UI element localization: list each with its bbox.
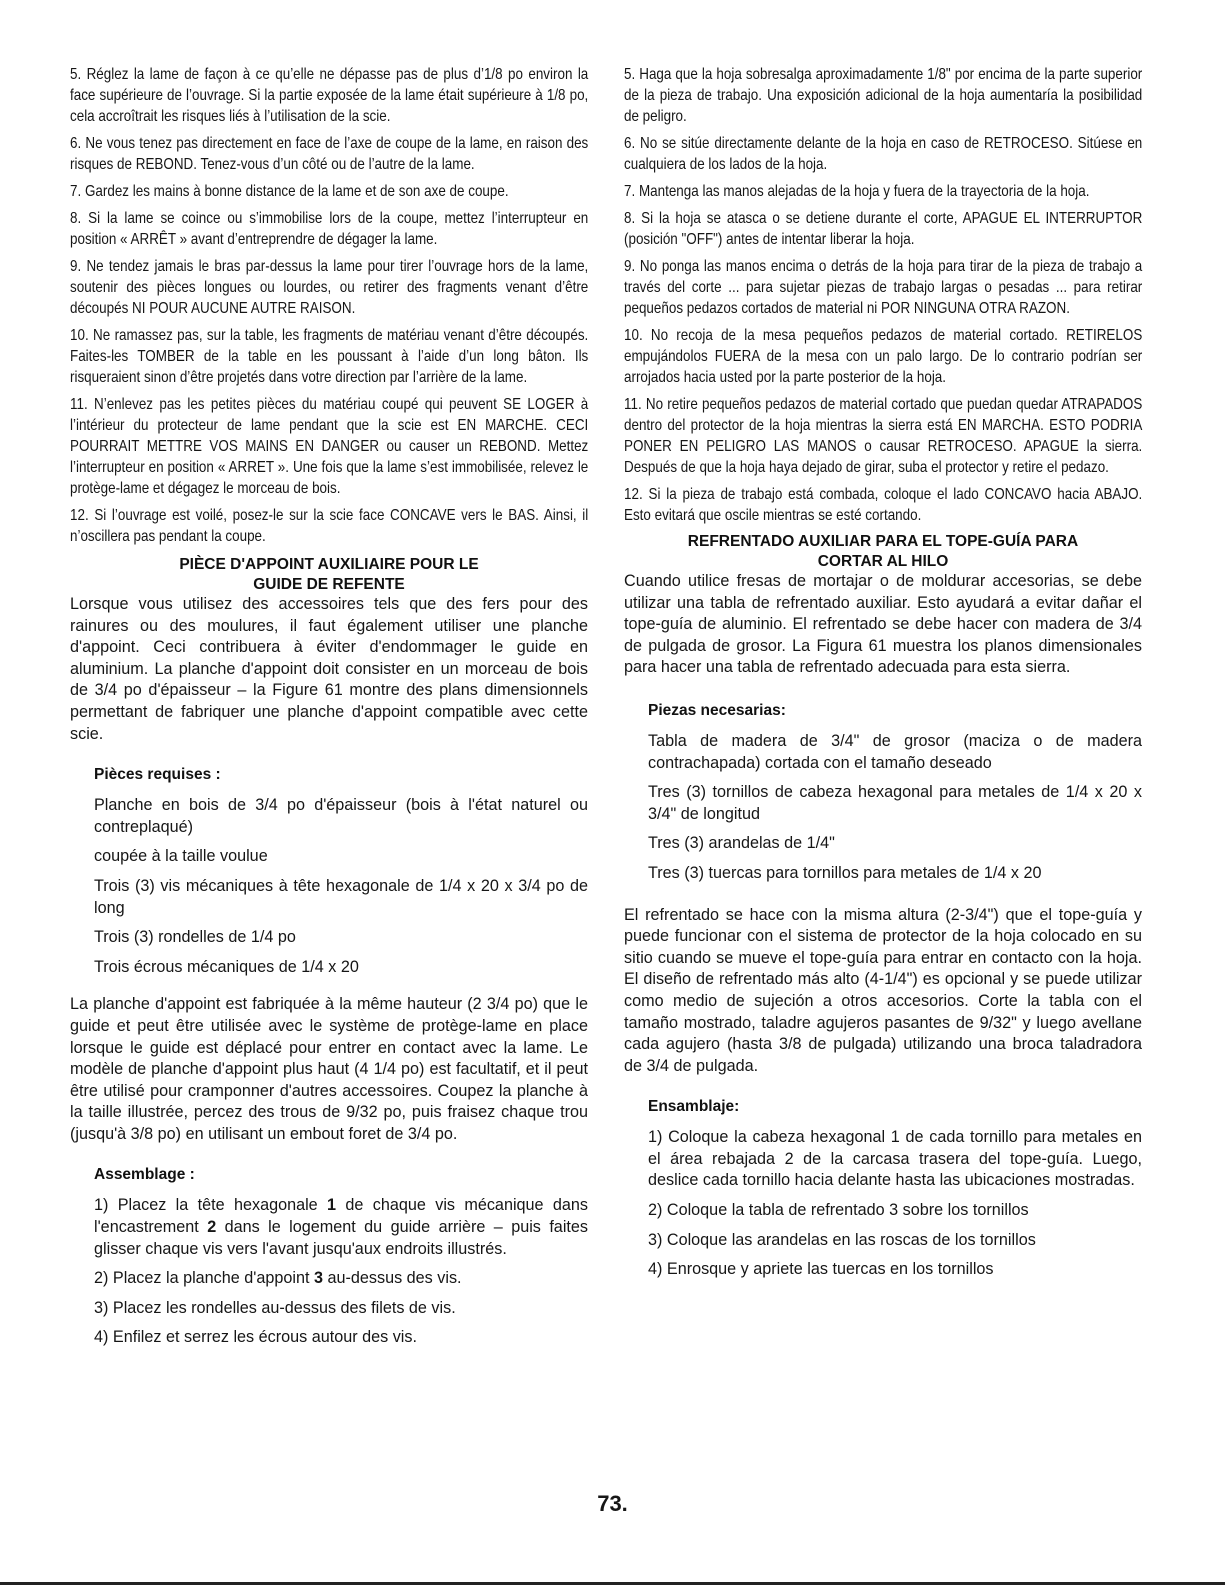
assembly-step: 3) Coloque las arandelas en las roscas de los tornillos bbox=[648, 1230, 1036, 1249]
safety-item: 5. Haga que la hoja sobresalga aproximadamente 1/8" por encima de la parte superior de la pieza de trabajo. Una exposición adicional de la hoja aumentaría la posibilidad de peligro. bbox=[624, 66, 1143, 125]
parts-item: Trois (3) rondelles de 1/4 po bbox=[94, 928, 296, 947]
assembly-step: 2) Placez la planche d'appoint 3 au-dessus des vis. bbox=[94, 1269, 462, 1288]
page-number: 73. bbox=[597, 1491, 628, 1516]
callout-number: 2 bbox=[207, 1218, 217, 1237]
assembly-heading: Ensamblaje: bbox=[648, 1098, 740, 1116]
parts-item: Tres (3) arandelas de 1/4" bbox=[648, 834, 835, 853]
safety-item: 9. No ponga las manos encima o detrás de la hoja para tirar de la pieza de trabajo a través del corte ... para sujetar piezas de trabajo largas o pesadas ... para retirar pequeños pedazos cortados de material ni POR NINGUNA OTRA RAZON. bbox=[624, 258, 1143, 317]
safety-item: 12. Si l’ouvrage est voilé, posez-le sur la scie face CONCAVE vers le BAS. Ainsi, il n’oscillera pas pendant la coupe. bbox=[70, 507, 589, 545]
heading-line: GUIDE DE REFENTE bbox=[253, 575, 405, 593]
safety-item: 6. Ne vous tenez pas directement en face de l’axe de coupe de la lame, en raison des risques de REBOND. Tenez-vous d’un côté ou de l’autre de la lame. bbox=[70, 135, 589, 173]
parts-item: Trois (3) vis mécaniques à tête hexagonale de 1/4 x 20 x 3/4 po de long bbox=[94, 876, 588, 917]
safety-item: 8. Si la hoja se atasca o se detiene durante el corte, APAGUE EL INTERRUPTOR (posición "OFF") antes de intentar liberar la hoja. bbox=[624, 210, 1143, 248]
heading-line: REFRENTADO AUXILIAR PARA EL TOPE-GUÍA PARA bbox=[687, 533, 1079, 550]
body-paragraph: El refrentado se hace con la misma altura (2-3/4") que el tope-guía y puede funcionar con el sistema de protector de la hoja colocado en su sitio cuando se mueve el tope-guía para entrar en contacto con la hoja. El diseño de refrentado más alto (4-1/4") es opcional y se puede utilizar como medio de sujeción a otros accesorios. Corte la tabla con el tamaño mostrado, taladre agujeros pasantes de 9/32" y luego avellane cada agujero (hasta 3/8 de pulgada) utilizando una broca taladradora de 3/4 de pulgada. bbox=[624, 905, 1142, 1075]
french-column bbox=[70, 64, 588, 1357]
safety-list bbox=[70, 64, 588, 547]
safety-item: 8. Si la lame se coince ou s’immobilise lors de la coupe, mettez l’interrupteur en position « ARRÊT » avant d’entreprendre de dégager la lame. bbox=[70, 210, 589, 248]
callout-number: 3 bbox=[313, 1269, 323, 1288]
parts-item: Trois écrous mécaniques de 1/4 x 20 bbox=[94, 957, 359, 976]
safety-item: 7. Gardez les mains à bonne distance de la lame et de son axe de coupe. bbox=[70, 183, 509, 200]
parts-item: Planche en bois de 3/4 po d'épaisseur (bois à l'état naturel ou contreplaqué) bbox=[94, 796, 588, 836]
heading-line: CORTAR AL HILO bbox=[817, 552, 949, 570]
callout-number: 1 bbox=[327, 1196, 337, 1215]
assembly-step: 4) Enfilez et serrez les écrous autour des vis. bbox=[94, 1328, 417, 1347]
assembly-steps bbox=[70, 1195, 588, 1349]
parts-item: coupée à la taille voulue bbox=[94, 847, 268, 866]
assembly-step: 4) Enrosque y apriete las tuercas en los tornillos bbox=[648, 1260, 994, 1279]
section-heading bbox=[624, 532, 1142, 571]
parts-item: Tres (3) tuercas para tornillos para metales de 1/4 x 20 bbox=[648, 863, 1042, 882]
safety-item: 10. No recoja de la mesa pequeños pedazos de material cortado. RETIRELOS empujándolos FUERA de la mesa con un palo largo. De lo contrario podrían ser arrojados hacia usted por la parte posterior de la hoja. bbox=[624, 327, 1143, 386]
parts-list bbox=[624, 731, 1142, 885]
safety-item: 11. No retire pequeños pedazos de material cortado que puedan quedar ATRAPADOS dentro del protector de la hoja mientras la sierra está EN MARCHA. ESTO PODRIA PONER EN PELIGRO LAS MANOS o causar RETROCESO. APAGUE la sierra. Después de que la hoja haya dejado de girar, suba el protector y retire el pedazo. bbox=[624, 396, 1143, 476]
parts-heading: Pièces requises : bbox=[94, 766, 221, 784]
section-heading bbox=[70, 555, 588, 594]
intro-paragraph: Cuando utilice fresas de mortajar o de moldurar accesorias, se debe utilizar una tabla de refrentado auxiliar. Esto ayudará a evitar dañar el tope-guía de aluminio. El refrentado se debe hacer con madera de 3/4 de pulgada de grosor. La Figura 61 muestra los planos dimensionales para hacer una tabla de refrentado adecuada para esta sierra. bbox=[624, 572, 1142, 677]
safety-item: 11. N’enlevez pas les petites pièces du matériau coupé qui peuvent SE LOGER à l’intérieur du protecteur de lame pendant que la scie est EN MARCHE. CECI POURRAIT METTRE VOS MAINS EN DANGER ou causer un REBOND. Mettez l’interrupteur en position « ARRET ». Une fois que la lame s’est immobilisée, relevez le protège-lame et dégagez le morceau de bois. bbox=[70, 396, 589, 497]
body-paragraph: La planche d'appoint est fabriquée à la même hauteur (2 3/4 po) que le guide et peut être utilisée avec le système de protège-lame en place lorsque le guide est déplacé pour entrer en contact avec la lame. Le modèle de planche d'appoint plus haut (4 1/4 po) est facultatif, et il peut être utilisé pour cramponner d'autres accessoires. Coupez la planche à la taille illustrée, percez des trous de 9/32 po, puis fraisez chaque trou (jusqu'à 3/8 po) en utilisant un embout foret de 3/4 po. bbox=[70, 995, 588, 1143]
assembly-step: 2) Coloque la tabla de refrentado 3 sobre los tornillos bbox=[648, 1201, 1029, 1220]
safety-item: 6. No se sitúe directamente delante de la hoja en caso de RETROCESO. Sitúese en cualquiera de los lados de la hoja. bbox=[624, 135, 1143, 173]
parts-item: Tabla de madera de 3/4" de grosor (maciza o de madera contrachapada) cortada con el tamaño deseado bbox=[648, 731, 1142, 772]
assembly-step: 3) Placez les rondelles au-dessus des filets de vis. bbox=[94, 1298, 456, 1317]
assembly-step: 1) Coloque la cabeza hexagonal 1 de cada tornillo para metales en el área rebajada 2 de la carcasa trasera del tope-guía. Luego, deslice cada tornillo hacia delante hasta las ubicaciones mostradas. bbox=[648, 1128, 1142, 1190]
parts-heading: Piezas necesarias: bbox=[648, 701, 786, 719]
parts-item: Tres (3) tornillos de cabeza hexagonal para metales de 1/4 x 20 x 3/4" de longitud bbox=[648, 783, 1142, 823]
assembly-step: 1) Placez la tête hexagonale 1 de chaque vis mécanique dans l'encastrement 2 dans le logement du guide arrière – puis faites glisser chaque vis vers l'avant jusqu'aux endroits illustrés. bbox=[94, 1196, 589, 1258]
assembly-steps bbox=[624, 1127, 1142, 1281]
safety-item: 5. Réglez la lame de façon à ce qu’elle ne dépasse pas de plus d’1/8 po environ la face supérieure de l’ouvrage. Si la partie exposée de la lame était supérieure à 1/8 po, cela accroîtrait les risques liés à l’utilisation de la scie. bbox=[70, 66, 589, 125]
intro-paragraph: Lorsque vous utilisez des accessoires tels que des fers pour des rainures ou des moulures, il faut également utiliser une planche d'appoint. Ceci contribuera à éviter d'endommager le guide en aluminium. La planche d'appoint doit consister en un morceau de bois de 3/4 po d'épaisseur – la Figure 61 montre des plans dimensionnels permettant de fabriquer une planche d'appoint compatible avec cette scie. bbox=[70, 595, 588, 743]
safety-item: 7. Mantenga las manos alejadas de la hoja y fuera de la trayectoria de la hoja. bbox=[624, 183, 1090, 200]
parts-list bbox=[70, 795, 588, 978]
safety-item: 9. Ne tendez jamais le bras par-dessus la lame pour tirer l’ouvrage hors de la lame, soutenir des pièces longues ou lourdes, ou retirer des fragments venant d’être découpés NI POUR AUCUNE AUTRE RAISON. bbox=[70, 258, 589, 317]
safety-item: 12. Si la pieza de trabajo está combada, coloque el lado CONCAVO hacia ABAJO. Esto evitará que oscile mientras se esté cortando. bbox=[624, 486, 1143, 524]
safety-item: 10. Ne ramassez pas, sur la table, les fragments de matériau venant d’être découpés. Faites-les TOMBER de la table en les poussant à l’aide d’un long bâton. Ils risqueraient sinon d’être projetés dans votre direction par l’arrière de la lame. bbox=[70, 327, 589, 386]
heading-line: PIÈCE D'APPOINT AUXILIAIRE POUR LE bbox=[179, 556, 479, 573]
safety-list bbox=[624, 64, 1142, 526]
assembly-heading: Assemblage : bbox=[94, 1166, 195, 1184]
spanish-column bbox=[624, 64, 1142, 1289]
